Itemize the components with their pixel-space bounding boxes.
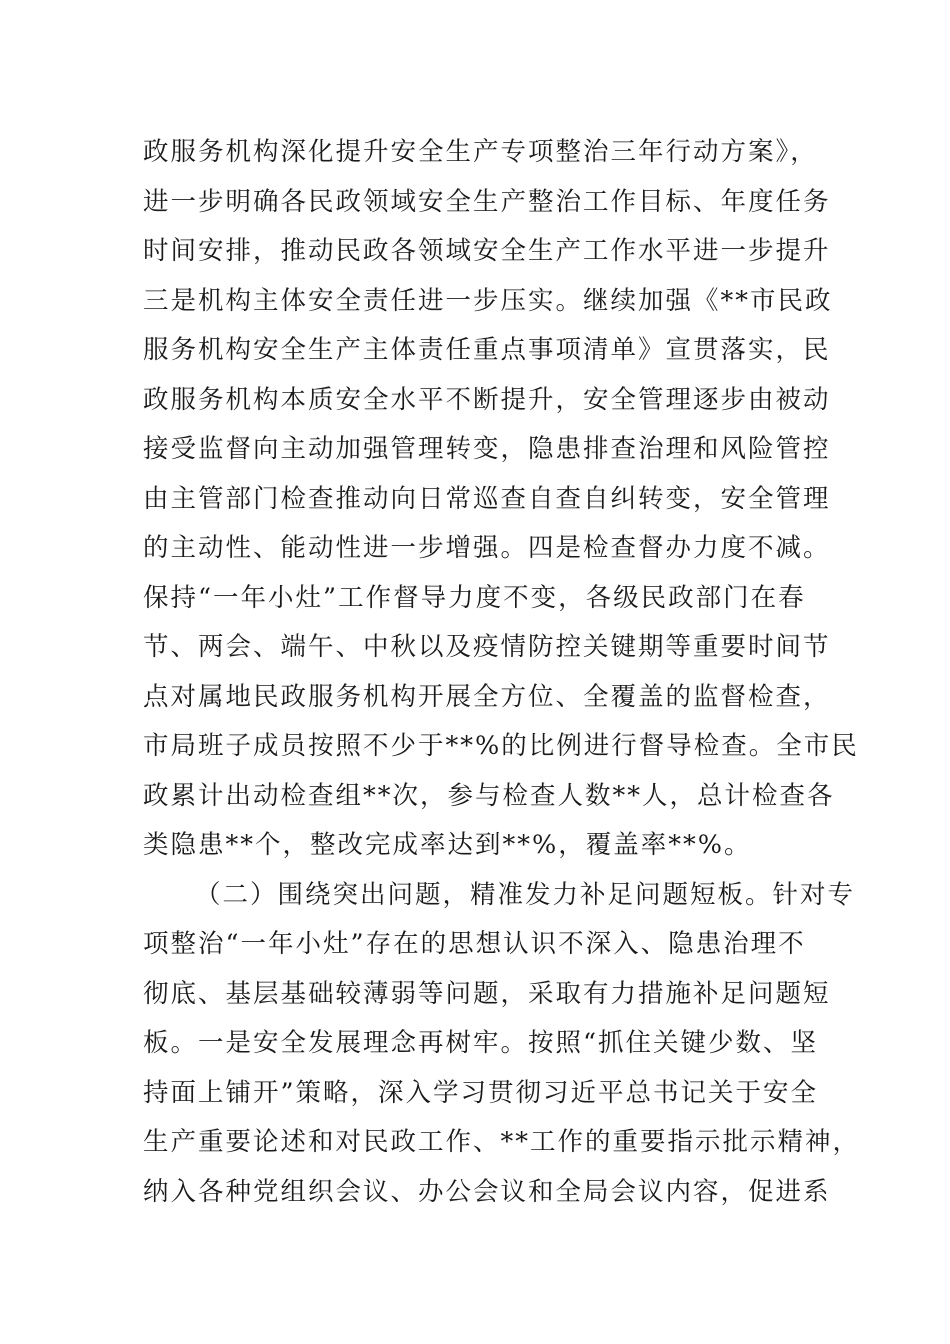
text-line: 纳入各种党组织会议、办公会议和全局会议内容，促进系	[143, 1176, 831, 1207]
text-line: 点对属地民政服务机构开展全方位、全覆盖的监督检查，	[143, 681, 831, 712]
text-line: 进一步明确各民政领域安全生产整治工作目标、年度任务	[143, 186, 831, 217]
text-line: 板。一是安全发展理念再树牢。按照“抓住关键少数、坚	[143, 1028, 819, 1058]
text-line: 接受监督向主动加强管理转变，隐患排查治理和风险管控	[143, 434, 831, 464]
text-line: 三是机构主体安全责任进一步压实。继续加强《**市民政	[143, 285, 833, 316]
text-line: 政服务机构深化提升安全生产专项整治三年行动方案》，	[143, 137, 818, 167]
text-line: 服务机构安全生产主体责任重点事项清单》宣贯落实，民	[143, 335, 831, 365]
text-line: 市局班子成员按照不少于**%的比例进行督导检查。全市民	[143, 731, 859, 761]
text-line: 政累计出动检查组**次，参与检查人数**人，总计检查各	[143, 780, 835, 811]
text-line: 持面上铺开”策略，深入学习贯彻习近平总书记关于安全	[143, 1077, 819, 1108]
text-line: 时间安排，推动民政各领域安全生产工作水平进一步提升	[143, 236, 831, 266]
section-heading-line: （二）围绕突出问题，精准发力补足问题短板。针对专	[195, 879, 856, 910]
text-line: 保持“一年小灶”工作督导力度不变，各级民政部门在春	[143, 582, 806, 613]
text-line: 节、两会、端午、中秋以及疫情防控关键期等重要时间节	[143, 632, 831, 662]
text-line: 类隐患**个，整改完成率达到**%，覆盖率**%。	[143, 830, 752, 860]
text-line: 项整治“一年小灶”存在的思想认识不深入、隐患治理不	[143, 929, 806, 959]
text-line: 的主动性、能动性进一步增强。四是检查督办力度不减。	[143, 533, 831, 563]
text-line: 由主管部门检查推动向日常巡查自查自纠转变，安全管理	[143, 483, 831, 514]
document-body	[143, 128, 861, 1217]
text-line: 政服务机构本质安全水平不断提升，安全管理逐步由被动	[143, 384, 831, 415]
text-line: 彻底、基层基础较薄弱等问题，采取有力措施补足问题短	[143, 978, 831, 1009]
text-line: 生产重要论述和对民政工作、**工作的重要指示批示精神，	[143, 1127, 861, 1157]
